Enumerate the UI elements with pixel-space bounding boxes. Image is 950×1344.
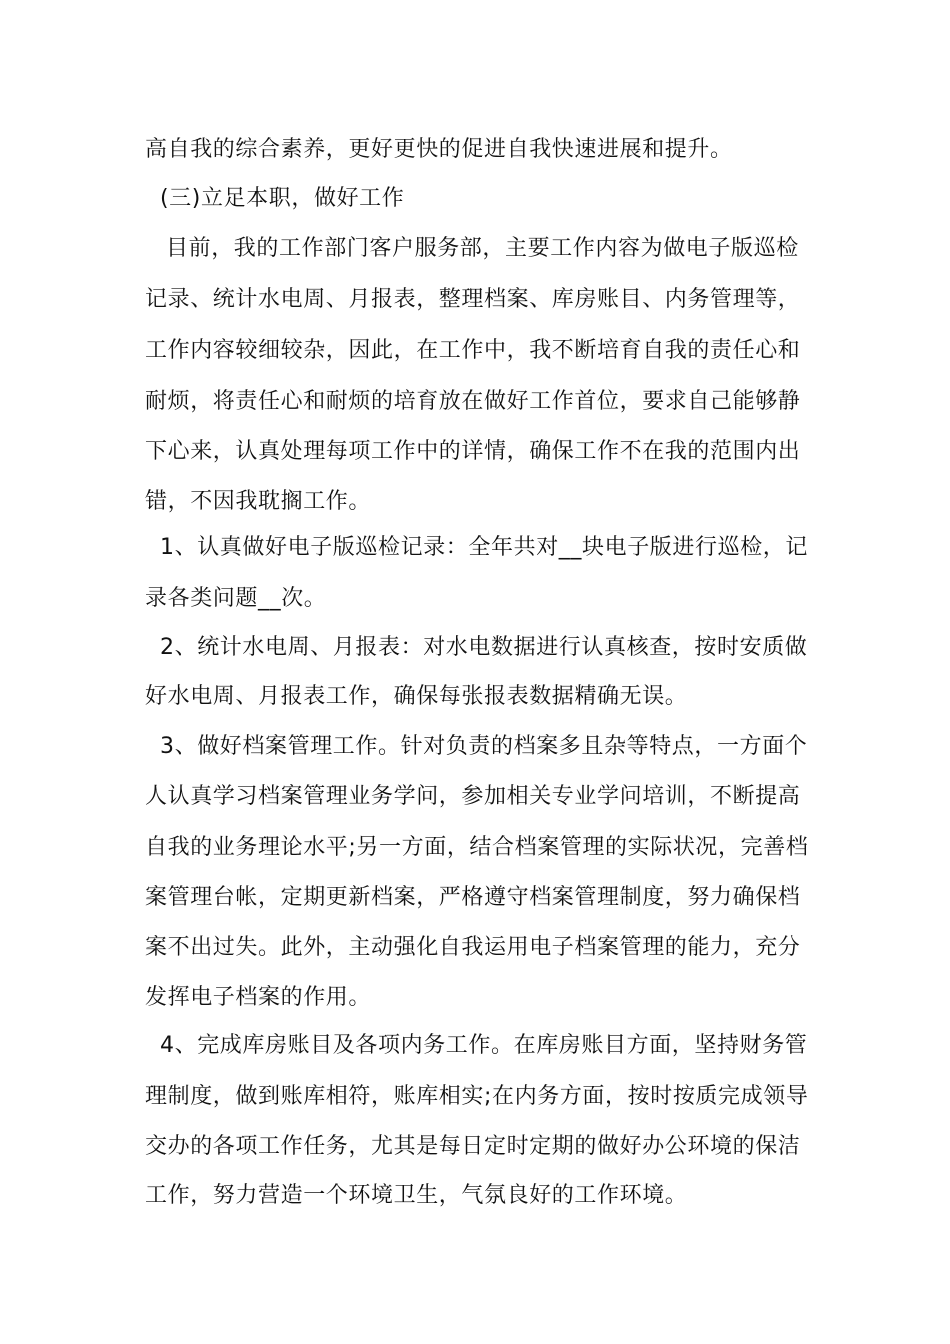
list-item-line: 交办的各项工作任务，尤其是每日定时定期的做好办公环境的保洁 bbox=[145, 1134, 801, 1159]
paragraph-line: 耐烦，将责任心和耐烦的培育放在做好工作首位，要求自己能够静 bbox=[145, 389, 801, 414]
list-item-line: 1、认真做好电子版巡检记录：全年共对__块电子版进行巡检，记 bbox=[160, 535, 808, 560]
paragraph-line: 目前，我的工作部门客户服务部，主要工作内容为做电子版巡检 bbox=[166, 236, 799, 261]
paragraph-line: 高自我的综合素养，更好更快的促进自我快速进展和提升。 bbox=[145, 137, 733, 162]
section-heading: (三)立足本职，做好工作 bbox=[160, 186, 405, 211]
paragraph-line: 下心来，认真处理每项工作中的详情，确保工作不在我的范围内出 bbox=[145, 439, 801, 464]
list-item-line: 案管理台帐，定期更新档案，严格遵守档案管理制度，努力确保档 bbox=[145, 885, 801, 910]
paragraph-line: 记录、统计水电周、月报表，整理档案、库房账目、内务管理等， bbox=[145, 287, 801, 312]
list-item-line: 发挥电子档案的作用。 bbox=[145, 985, 372, 1010]
list-item-line: 4、完成库房账目及各项内务工作。在库房账目方面，坚持财务管 bbox=[160, 1033, 808, 1058]
list-item-line: 3、做好档案管理工作。针对负责的档案多且杂等特点，一方面个 bbox=[160, 734, 808, 759]
paragraph-line: 错，不因我耽搁工作。 bbox=[145, 489, 372, 514]
list-item-line: 理制度，做到账库相符，账库相实;在内务方面，按时按质完成领导 bbox=[145, 1084, 809, 1109]
list-item-line: 自我的业务理论水平;另一方面，结合档案管理的实际状况，完善档 bbox=[145, 835, 809, 860]
list-item-line: 2、统计水电周、月报表：对水电数据进行认真核查，按时安质做 bbox=[160, 635, 808, 660]
list-item-line: 好水电周、月报表工作，确保每张报表数据精确无误。 bbox=[145, 684, 688, 709]
list-item-line: 案不出过失。此外，主动强化自我运用电子档案管理的能力，充分 bbox=[145, 935, 801, 960]
list-item-line: 录各类问题__次。 bbox=[145, 586, 327, 611]
paragraph-line: 工作内容较细较杂，因此，在工作中，我不断培育自我的责任心和 bbox=[145, 338, 801, 363]
list-item-line: 工作，努力营造一个环境卫生，气氛良好的工作环境。 bbox=[145, 1183, 688, 1208]
list-item-line: 人认真学习档案管理业务学问，参加相关专业学问培训，不断提高 bbox=[145, 784, 801, 809]
